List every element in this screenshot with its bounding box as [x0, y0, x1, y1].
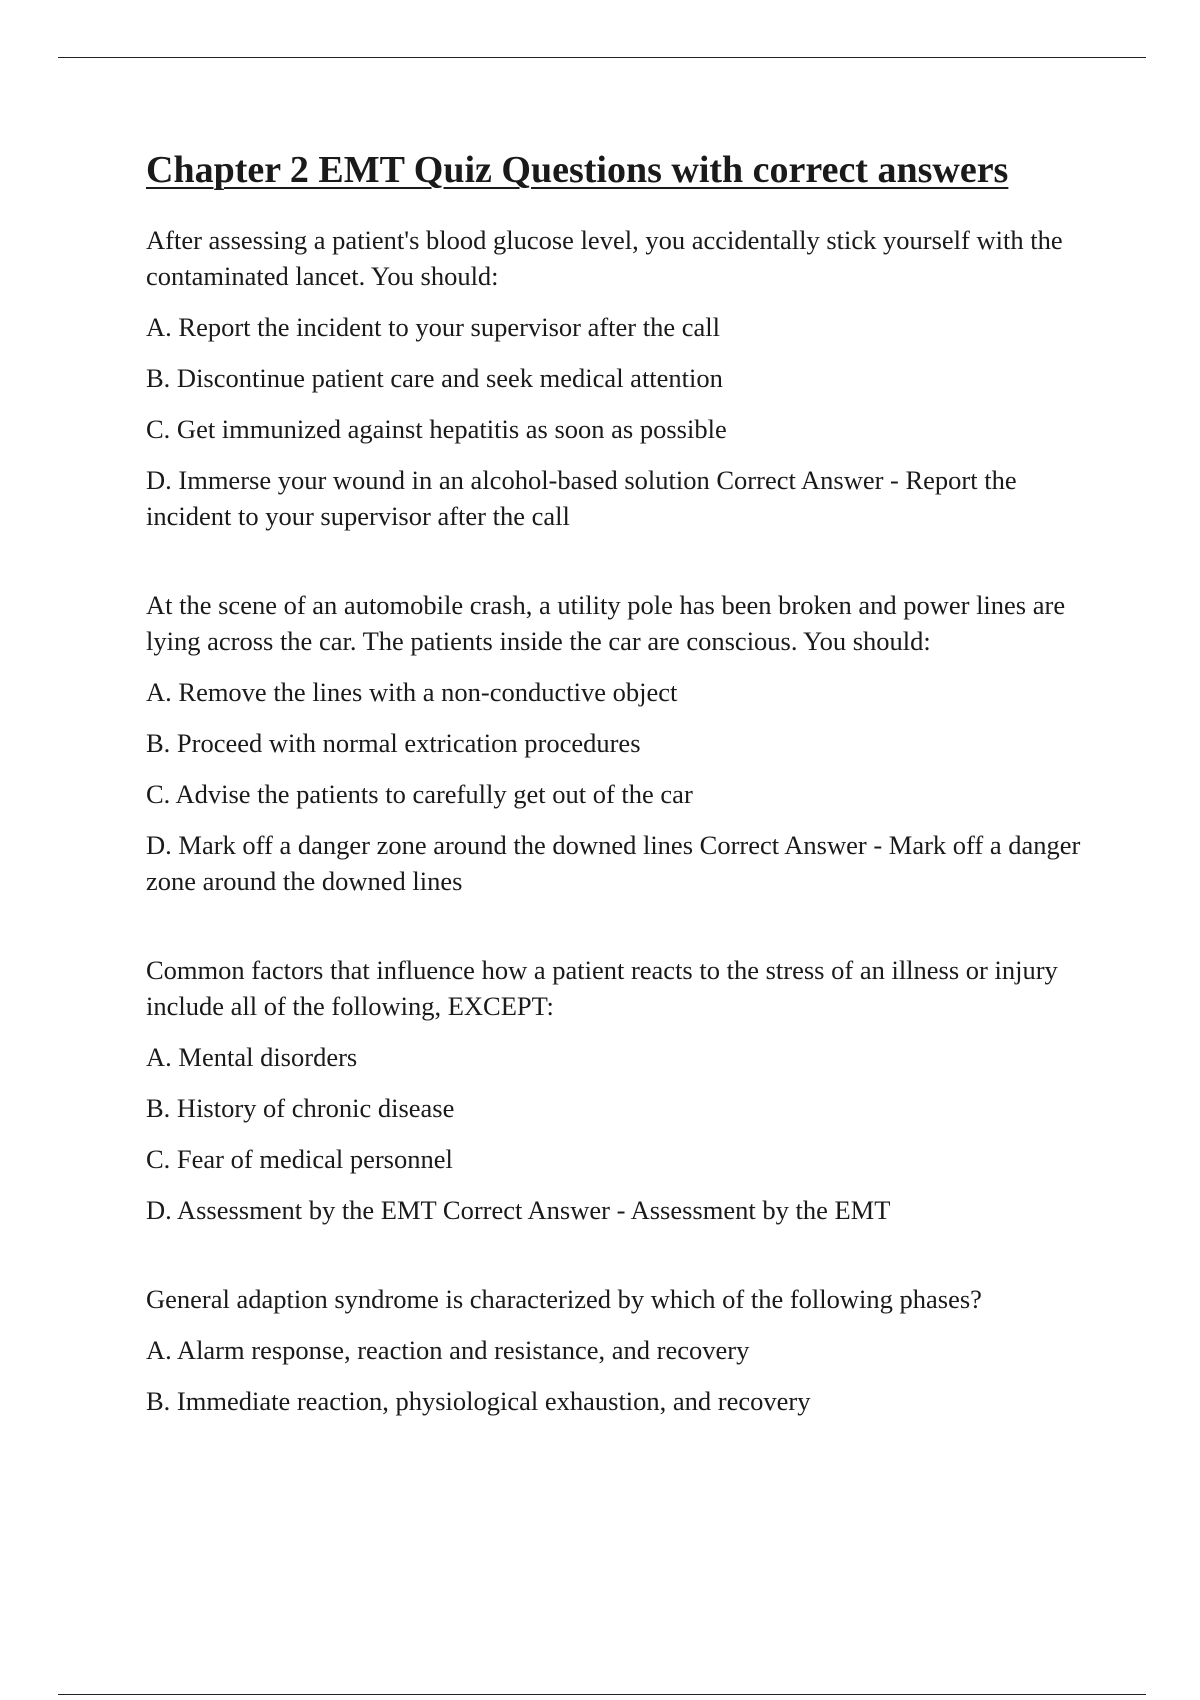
- answer-option-c: C. Get immunized against hepatitis as soon as possible: [146, 414, 727, 444]
- answer-option-c: C. Fear of medical personnel: [146, 1144, 453, 1174]
- answer-option-b: B. Immediate reaction, physiological exhaustion, and recovery: [146, 1386, 811, 1416]
- answer-option-a: A. Remove the lines with a non-conductive object: [146, 677, 678, 707]
- answer-option-d: D. Immerse your wound in an alcohol-based solution: [146, 465, 710, 495]
- question-prompt: General adaption syndrome is characterized by which of the following phases?: [146, 1284, 982, 1314]
- question-block-4: [146, 1281, 1086, 1419]
- answer-option-b: B. History of chronic disease: [146, 1093, 455, 1123]
- document-body: [146, 140, 1086, 1472]
- correct-answer: Correct Answer - Mark off a danger zone around the downed lines: [146, 830, 1081, 896]
- question-prompt: At the scene of an automobile crash, a utility pole has been broken and power lines are lying across the car. The patients inside the car are conscious. You should:: [146, 590, 1066, 656]
- answer-option-d-with-answer: [146, 1192, 1086, 1228]
- correct-answer: Correct Answer - Assessment by the EMT: [442, 1195, 891, 1225]
- question-block-1: [146, 222, 1086, 534]
- answer-option-d-with-answer: [146, 827, 1086, 899]
- answer-option-d: D. Assessment by the EMT: [146, 1195, 437, 1225]
- answer-option-d: D. Mark off a danger zone around the downed lines: [146, 830, 694, 860]
- question-prompt: Common factors that influence how a patient reacts to the stress of an illness or injury include all of the following, EXCEPT:: [146, 955, 1058, 1021]
- answer-option-b: B. Proceed with normal extrication procedures: [146, 728, 641, 758]
- bottom-divider: [58, 1694, 1146, 1695]
- question-prompt: After assessing a patient's blood glucose level, you accidentally stick yourself with the contaminated lancet. You should:: [146, 225, 1063, 291]
- answer-option-c: C. Advise the patients to carefully get out of the car: [146, 779, 693, 809]
- document-title: Chapter 2 EMT Quiz Questions with correct answers: [146, 149, 1009, 191]
- answer-option-b: B. Discontinue patient care and seek medical attention: [146, 363, 723, 393]
- question-block-2: [146, 587, 1086, 899]
- top-divider: [58, 57, 1146, 58]
- answer-option-a: A. Mental disorders: [146, 1042, 358, 1072]
- question-block-3: [146, 952, 1086, 1228]
- answer-option-a: A. Report the incident to your supervisor after the call: [146, 312, 720, 342]
- answer-option-a: A. Alarm response, reaction and resistance, and recovery: [146, 1335, 750, 1365]
- answer-option-d-with-answer: [146, 462, 1086, 534]
- correct-answer: Correct Answer - Report the incident to your supervisor after the call: [146, 465, 1017, 531]
